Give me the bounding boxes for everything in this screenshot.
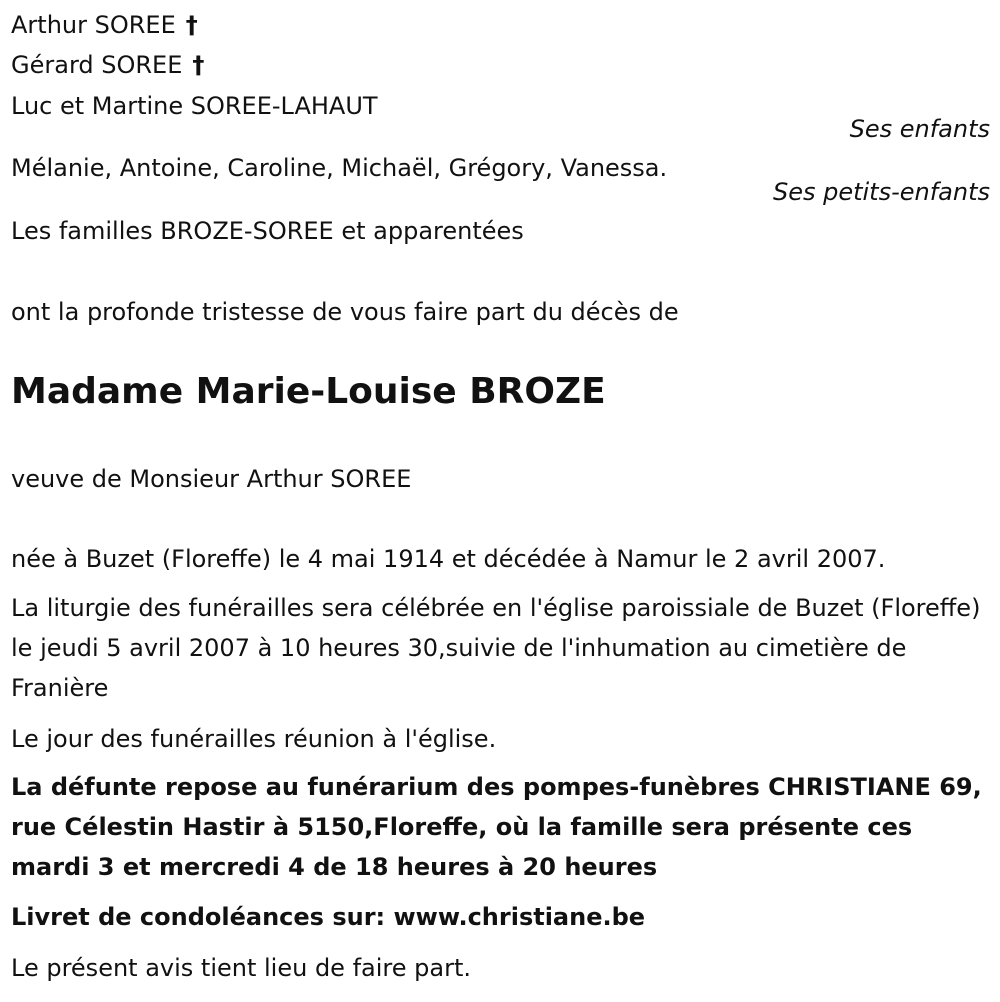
children-line: Luc et Martine SOREE-LAHAUT — [11, 92, 378, 120]
announcement-text: ont la profonde tristesse de vous faire part du décès de — [11, 298, 679, 326]
birth-death-text: née à Buzet (Floreffe) le 4 mai 1914 et décédée à Namur le 2 avril 2007. — [11, 545, 886, 573]
grandchildren-caption: Ses petits-enfants — [772, 178, 990, 206]
widow-of-text: veuve de Monsieur Arthur SOREE — [11, 465, 412, 493]
family-member-name: Arthur SOREE — [11, 11, 176, 39]
liturgy-paragraph: La liturgie des funérailles sera célébrée en l'église paroissiale de Buzet (Floreffe) le jeudi 5 avril 2007 à 10 heures 30,suivie de l'inhumation au cimetière de Franière — [11, 594, 981, 702]
family-member-name: Gérard SOREE — [11, 51, 183, 79]
cross-icon: † — [192, 51, 205, 79]
family-member-line — [11, 45, 204, 85]
grandchildren-line: Mélanie, Antoine, Caroline, Michaël, Grégory, Vanessa. — [11, 154, 668, 182]
children-caption: Ses enfants — [849, 115, 990, 143]
notice-text: Le présent avis tient lieu de faire part. — [11, 954, 471, 982]
family-member-line — [11, 5, 198, 45]
repose-paragraph: La défunte repose au funérarium des pompes-funèbres CHRISTIANE 69, rue Célestin Hastir à 5150,Floreffe, où la famille sera présente ces mardi 3 et mercredi 4 de 18 heures à 20 heures — [11, 773, 982, 881]
condolences-line: Livret de condoléances sur: www.christiane.be — [11, 903, 646, 931]
families-line: Les familles BROZE-SOREE et apparentées — [11, 217, 524, 245]
cross-icon: † — [185, 11, 198, 39]
gathering-text: Le jour des funérailles réunion à l'église. — [11, 725, 497, 753]
deceased-name: Madame Marie-Louise BROZE — [11, 371, 606, 412]
